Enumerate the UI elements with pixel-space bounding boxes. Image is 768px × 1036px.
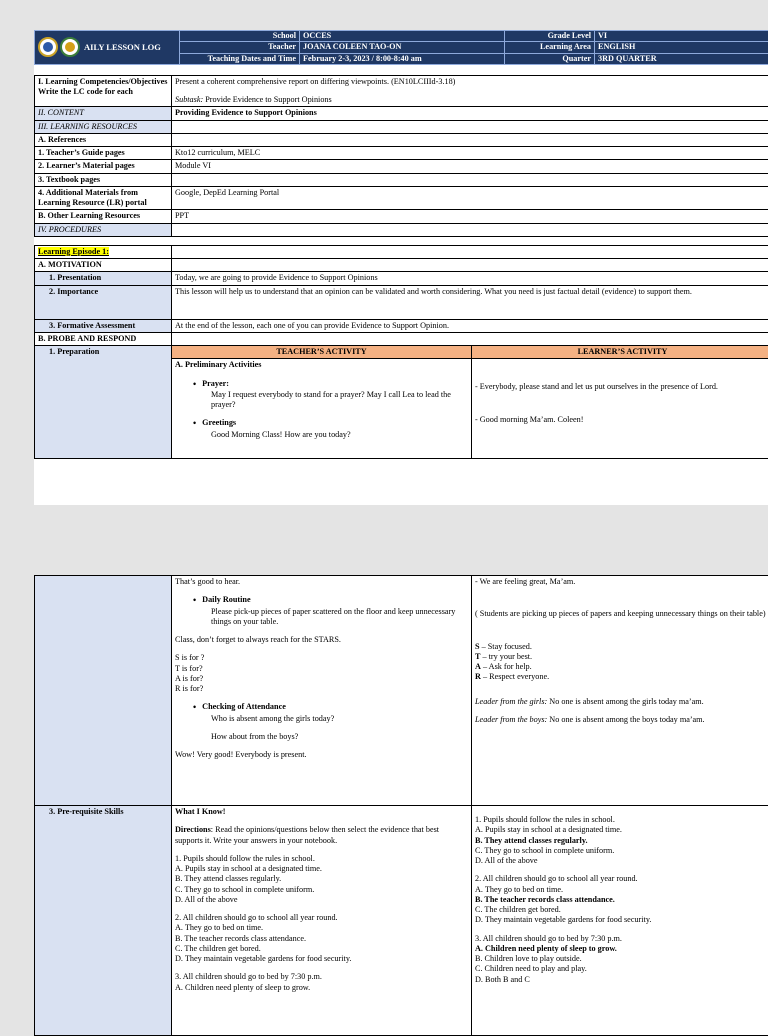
deped-seal-icon	[38, 37, 58, 57]
tg-label: 1. Teacher’s Guide pages	[35, 147, 172, 160]
a1-c: C. They go to school in complete uniform.	[475, 846, 768, 856]
stars-a-s: S – Stay focused.	[475, 642, 768, 652]
routine-text: Please pick-up pieces of paper scattered on the floor and keep unnecessary things on your table.	[175, 607, 468, 628]
a1-stem: 1. Pupils should follow the rules in school.	[475, 815, 768, 825]
q1-b: B. They attend classes regularly.	[175, 874, 468, 884]
q2-stem: 2. All children should go to school all year round.	[175, 913, 468, 923]
presentation-value: Today, we are going to provide Evidence to Support Opinions	[172, 272, 768, 285]
a3-c: C. Children need to play and play.	[475, 964, 768, 974]
a3-b: B. Children love to play outside.	[475, 954, 768, 964]
page-1	[34, 30, 768, 505]
page-2	[34, 575, 768, 1035]
directions: Directions: Read the opinions/questions below then select the evidence that best supports it. Write your answers in your notebook.	[175, 825, 468, 846]
quarter-value: 3RD QUARTER	[595, 53, 768, 64]
q1-stem: 1. Pupils should follow the rules in school.	[175, 854, 468, 864]
a1-b: B. They attend classes regularly.	[475, 836, 768, 846]
lm-value: Module VI	[172, 160, 768, 173]
stars-q-s: S is for ?	[175, 653, 468, 663]
routine-bullet: • Daily Routine	[175, 595, 468, 606]
a3-stem: 3. All children should go to bed by 7:30 p.m.	[475, 934, 768, 944]
q2-b: B. The teacher records class attendance.	[175, 934, 468, 944]
q1-d: D. All of the above	[175, 895, 468, 905]
school-seal-icon	[60, 37, 80, 57]
stars-q-a: A is for?	[175, 674, 468, 684]
q3-stem: 3. All children should go to bed by 7:30 p.m.	[175, 972, 468, 982]
resources-label: III. LEARNING RESOURCES	[35, 120, 172, 133]
formative-value: At the end of the lesson, each one of you can provide Evidence to Support Opinion.	[172, 319, 768, 332]
other-label: B. Other Learning Resources	[35, 210, 172, 223]
episode-label: Learning Episode 1:	[38, 247, 109, 256]
a3-d: D. Both B and C	[475, 975, 768, 985]
stars-text: Class, don’t forget to always reach for the STARS.	[175, 635, 468, 645]
a2-c: C. The children get bored.	[475, 905, 768, 915]
attendance-bullet: • Checking of Attendance	[175, 702, 468, 713]
importance-value: This lesson will help us to understand that an opinion can be validated and worth considering. What you need is just factual detail (evidence) to support them.	[172, 285, 768, 319]
area-label: Learning Area	[505, 42, 595, 53]
competencies-cell	[172, 75, 768, 107]
attendance-q-boys: How about from the boys?	[175, 732, 468, 742]
good-to-hear: That’s good to hear.	[175, 577, 468, 587]
greetings-text: Good Morning Class! How are you today?	[175, 430, 468, 440]
feeling-great: - We are feeling great, Ma’am.	[475, 577, 768, 587]
procedures-label: IV. PROCEDURES	[35, 223, 172, 236]
grade-label: Grade Level	[505, 31, 595, 42]
stars-a-a: A – Ask for help.	[475, 662, 768, 672]
what-i-know: What I Know!	[175, 807, 468, 817]
prereq-label: 3. Pre-requisite Skills	[35, 806, 172, 1036]
stars-a-r: R – Respect everyone.	[475, 672, 768, 682]
probe-label: B. PROBE AND RESPOND	[35, 332, 172, 345]
dates-value: February 2-3, 2023 / 8:00-8:40 am	[300, 53, 505, 64]
a3-a: A. Children need plenty of sleep to grow.	[475, 944, 768, 954]
a1-a: A. Pupils stay in school at a designated time.	[475, 825, 768, 835]
prayer-text: May I request everybody to stand for a prayer? May I call Lea to lead the prayer?	[175, 390, 468, 411]
prayer-response: - Everybody, please stand and let us put ourselves in the presence of Lord.	[475, 382, 768, 392]
dates-label: Teaching Dates and Time	[180, 53, 300, 64]
content-label: II. CONTENT	[35, 107, 172, 120]
teacher-activity-cell	[172, 359, 472, 459]
a2-b: B. The teacher records class attendance.	[475, 895, 768, 905]
prep-label: 1. Preparation	[35, 346, 172, 459]
q2-c: C. The children get bored.	[175, 944, 468, 954]
q1-a: A. Pupils stay in school at a designated time.	[175, 864, 468, 874]
attendance-q-girls: Who is absent among the girls today?	[175, 714, 468, 724]
other-value: PPT	[172, 210, 768, 223]
tb-value	[172, 173, 768, 186]
subtask-text: Provide Evidence to Support Opinions	[203, 95, 332, 104]
episode-table	[34, 245, 768, 460]
header-table	[34, 30, 768, 65]
lm-label: 2. Learner’s Material pages	[35, 160, 172, 173]
prereq-teacher-cell	[172, 806, 472, 1036]
activities-table	[34, 575, 768, 1036]
stars-q-r: R is for?	[175, 684, 468, 694]
teacher-label: Teacher	[180, 42, 300, 53]
competencies-text: Present a coherent comprehensive report on differing viewpoints. (EN10LCIIId-3.18)	[175, 77, 768, 87]
q2-d: D. They maintain vegetable gardens for food security.	[175, 954, 468, 964]
greetings-response: - Good morning Ma’am. Coleen!	[475, 415, 768, 425]
teacher-activity-header: TEACHER’S ACTIVITY	[172, 346, 472, 359]
a2-a: A. They go to bed on time.	[475, 885, 768, 895]
quarter-label: Quarter	[505, 53, 595, 64]
prelim-title: A. Preliminary Activities	[175, 360, 468, 370]
routine-response: ( Students are picking up pieces of papers and keeping unnecessary things on their table)	[475, 609, 768, 619]
logo-cell	[35, 31, 180, 65]
a2-stem: 2. All children should go to school all year round.	[475, 874, 768, 884]
content-value: Providing Evidence to Support Opinions	[172, 107, 768, 120]
subtask-label: Subtask:	[175, 95, 203, 104]
q1-c: C. They go to school in complete uniform.	[175, 885, 468, 895]
teacher-activity-cont	[172, 576, 472, 806]
log-title: AILY LESSON LOG	[84, 42, 161, 53]
lr-value: Google, DepEd Learning Portal	[172, 186, 768, 210]
a1-d: D. All of the above	[475, 856, 768, 866]
teacher-value: JOANA COLEEN TAO-ON	[300, 42, 505, 53]
tb-label: 3. Textbook pages	[35, 173, 172, 186]
area-value: ENGLISH	[595, 42, 768, 53]
q3-a: A. Children need plenty of sleep to grow.	[175, 983, 468, 993]
importance-label: 2. Importance	[35, 285, 172, 319]
competencies-label: I. Learning Competencies/Objectives Write the LC code for each	[35, 75, 172, 107]
learner-activity-cell	[472, 359, 768, 459]
presentation-label: 1. Presentation	[35, 272, 172, 285]
prayer-bullet: • Prayer:	[175, 379, 468, 390]
school-value: OCCES	[300, 31, 505, 42]
stars-a-t: T – try your best.	[475, 652, 768, 662]
attendance-girls-response: Leader from the girls: No one is absent among the girls today ma’am.	[475, 697, 768, 707]
motivation-label: A. MOTIVATION	[35, 259, 172, 272]
school-label: School	[180, 31, 300, 42]
greetings-bullet: • Greetings	[175, 418, 468, 429]
q2-a: A. They go to bed on time.	[175, 923, 468, 933]
prereq-learner-cell	[472, 806, 768, 1036]
lr-label: 4. Additional Materials from Learning Resource (LR) portal	[35, 186, 172, 210]
tg-value: Kto12 curriculum, MELC	[172, 147, 768, 160]
subtask-line	[175, 95, 768, 105]
references-label: A. References	[35, 133, 172, 146]
learner-activity-cont	[472, 576, 768, 806]
plan-table	[34, 75, 768, 237]
stars-q-t: T is for?	[175, 664, 468, 674]
grade-value: VI	[595, 31, 768, 42]
everybody-present: Wow! Very good! Everybody is present.	[175, 750, 468, 760]
formative-label: 3. Formative Assessment	[35, 319, 172, 332]
a2-d: D. They maintain vegetable gardens for food security.	[475, 915, 768, 925]
learner-activity-header: LEARNER’S ACTIVITY	[472, 346, 768, 359]
attendance-boys-response: Leader from the boys: No one is absent among the boys today ma’am.	[475, 715, 768, 725]
